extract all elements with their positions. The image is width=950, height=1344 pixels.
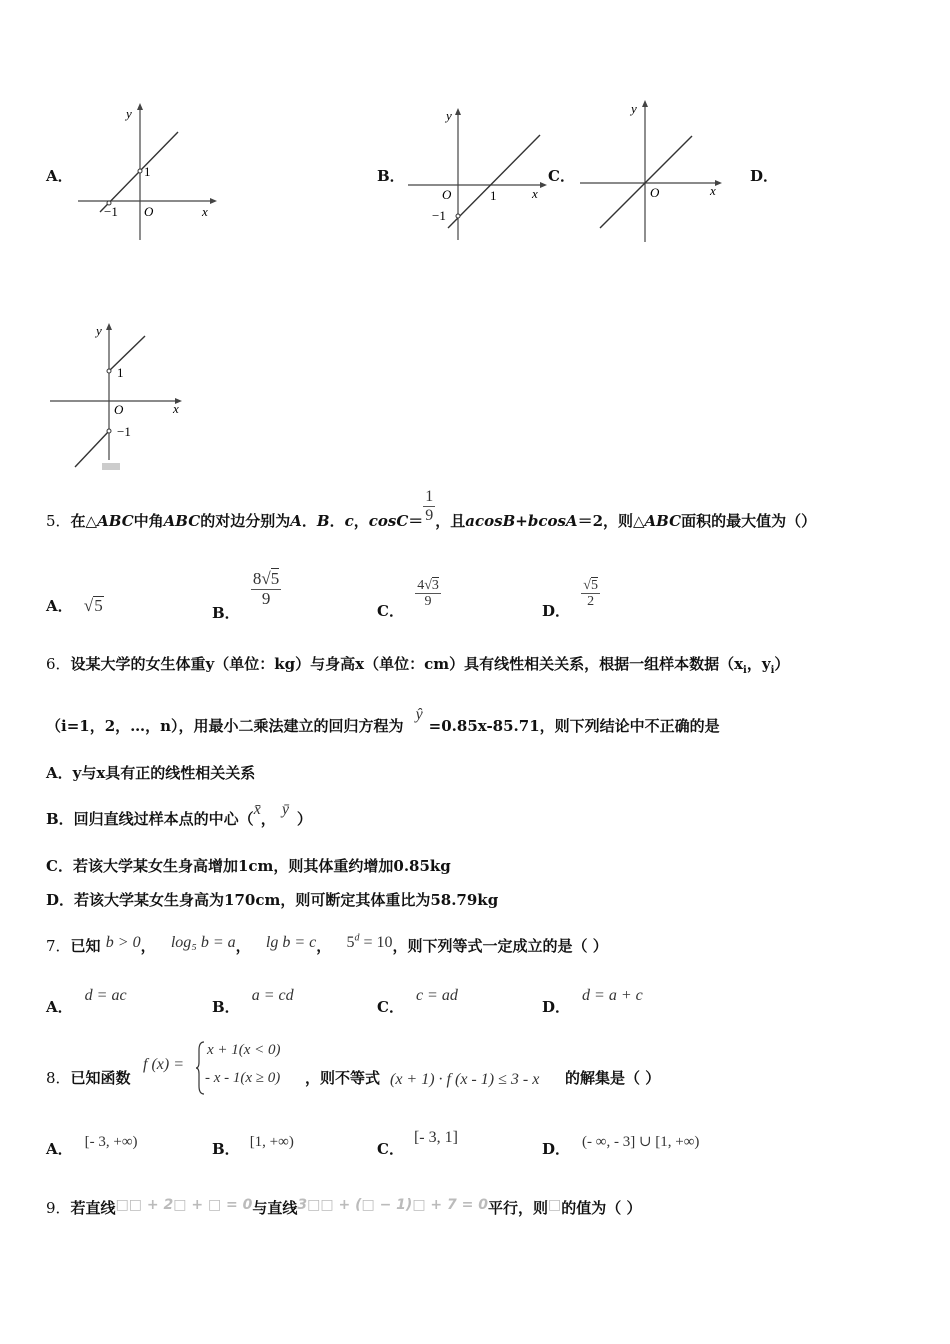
q4-graph-b bbox=[400, 100, 550, 245]
x-label: x bbox=[173, 401, 179, 416]
q8-case-1: x + 1(x < 0) bbox=[207, 1042, 281, 1058]
q5-option-c[interactable]: C． $\frac{4√3}{9}$ bbox=[377, 578, 439, 620]
q8-stem: 8．已知函数 bbox=[46, 1069, 131, 1087]
q8-option-c[interactable]: C．[- 3, 1] bbox=[377, 1129, 458, 1158]
graph-line bbox=[600, 136, 692, 228]
tick-label: 1 bbox=[490, 188, 497, 203]
tick-label: 1 bbox=[117, 365, 124, 380]
q7-option-c[interactable]: C．c = ad bbox=[377, 987, 458, 1016]
q7-option-b[interactable]: B．a = cd bbox=[212, 987, 294, 1016]
q8-inequality: (x + 1) · f (x - 1) ≤ 3 - x bbox=[390, 1071, 540, 1088]
origin-label: O bbox=[650, 185, 660, 200]
q5-option-d[interactable]: D． $\frac{√5}{2}$ bbox=[542, 578, 598, 620]
tick-label: −1 bbox=[104, 204, 118, 219]
q5-stem: 5．在△ABC中角ABC的对边分别为A．B．c，cosC＝ $\frac{1}{9}$ ，且acosB+bcosA＝2，则△ABC面积的最大值为（） bbox=[46, 487, 817, 530]
y-hat: ŷ bbox=[415, 706, 423, 723]
q4-option-b-label[interactable]: B． bbox=[377, 167, 405, 185]
origin-label: O bbox=[442, 187, 452, 202]
q8-stem-mid: ，则不等式 bbox=[305, 1069, 381, 1087]
q4-graph-a bbox=[70, 100, 220, 245]
q4-option-c-label[interactable]: C． bbox=[548, 167, 575, 185]
y-label: y bbox=[631, 101, 637, 116]
q6-option-a[interactable]: A．y与x具有正的线性相关关系 bbox=[46, 764, 256, 782]
q8-stem-tail: 的解集是（ ） bbox=[565, 1069, 661, 1087]
x-bar: x̄ bbox=[253, 801, 261, 818]
q9-line2-equation: 3□□ + (□ − 1)□ + 7 = 0 bbox=[297, 1197, 488, 1213]
q5-option-b[interactable]: B． $\frac{8√5}{9}$ bbox=[212, 569, 280, 623]
q9-line1-equation: □□ + 2□ + □ = 0 bbox=[115, 1197, 253, 1213]
q6-option-d[interactable]: D．若该大学某女生身高为170cm，则可断定其体重比为58.79kg bbox=[46, 891, 499, 909]
q5-fraction: $\frac{1}{9}$ bbox=[425, 487, 434, 524]
q8-case-2: - x - 1(x ≥ 0) bbox=[205, 1070, 281, 1086]
q4-graph-d bbox=[45, 320, 195, 475]
graph-line bbox=[75, 431, 109, 467]
q7-option-a[interactable]: A．d = ac bbox=[46, 987, 127, 1016]
q6-stem-line2: （i=1，2，…，n），用最小二乘法建立的回归方程为ŷ=0.85x-85.71，则下列结论中不正确的是 bbox=[46, 706, 720, 735]
graph-line bbox=[448, 135, 540, 228]
graph-line bbox=[109, 336, 145, 371]
q6-stem-line1: 6．设某大学的女生体重y（单位：kg）与身高x（单位：cm）具有线性相关关系，根据一组样本数据（$x_i$，$y_i$） bbox=[46, 655, 790, 676]
q6-option-b[interactable]: B．回归直线过样本点的中心（x̄，ȳ） bbox=[46, 801, 312, 828]
origin-label: O bbox=[144, 204, 154, 219]
tick-label: −1 bbox=[117, 424, 131, 439]
q4-option-a-label[interactable]: A． bbox=[46, 167, 73, 185]
x-label: x bbox=[532, 186, 538, 201]
x-label: x bbox=[202, 204, 208, 219]
q4-graph-c bbox=[575, 95, 725, 245]
origin-label: O bbox=[114, 402, 124, 417]
q8-option-a[interactable]: A． [- 3, +∞) bbox=[46, 1134, 138, 1158]
y-bar: ȳ bbox=[281, 801, 289, 818]
x-label: x bbox=[710, 183, 716, 198]
y-label: y bbox=[96, 323, 102, 338]
q9-stem: 9．若直线□□ + 2□ + □ = 0与直线3□□ + (□ − 1)□ + 7 = 0平行，则□的值为（ ） bbox=[46, 1197, 642, 1217]
q5-option-a[interactable]: A． √ 5 bbox=[46, 596, 103, 616]
q7-stem: 7．已知 b > 0， log₅ b = a， lg b = c， $5^d = 10$，则下列等式一定成立的是（ ） bbox=[46, 932, 608, 955]
q4-option-d-label[interactable]: D． bbox=[750, 167, 779, 185]
q7-option-d[interactable]: D．d = a + c bbox=[542, 987, 643, 1016]
tick-label: 1 bbox=[144, 164, 151, 179]
q8-function-name: f (x) = bbox=[143, 1056, 184, 1073]
y-label: y bbox=[446, 108, 452, 123]
brace-icon bbox=[196, 1040, 206, 1096]
q8-option-d[interactable]: D． (- ∞, - 3] ∪ [1, +∞) bbox=[542, 1134, 700, 1158]
tick-label: −1 bbox=[432, 208, 446, 223]
q6-option-c[interactable]: C．若该大学某女生身高增加1cm，则其体重约增加0.85kg bbox=[46, 857, 451, 875]
q8-option-b[interactable]: B． [1, +∞) bbox=[212, 1134, 294, 1158]
y-label: y bbox=[126, 106, 132, 121]
